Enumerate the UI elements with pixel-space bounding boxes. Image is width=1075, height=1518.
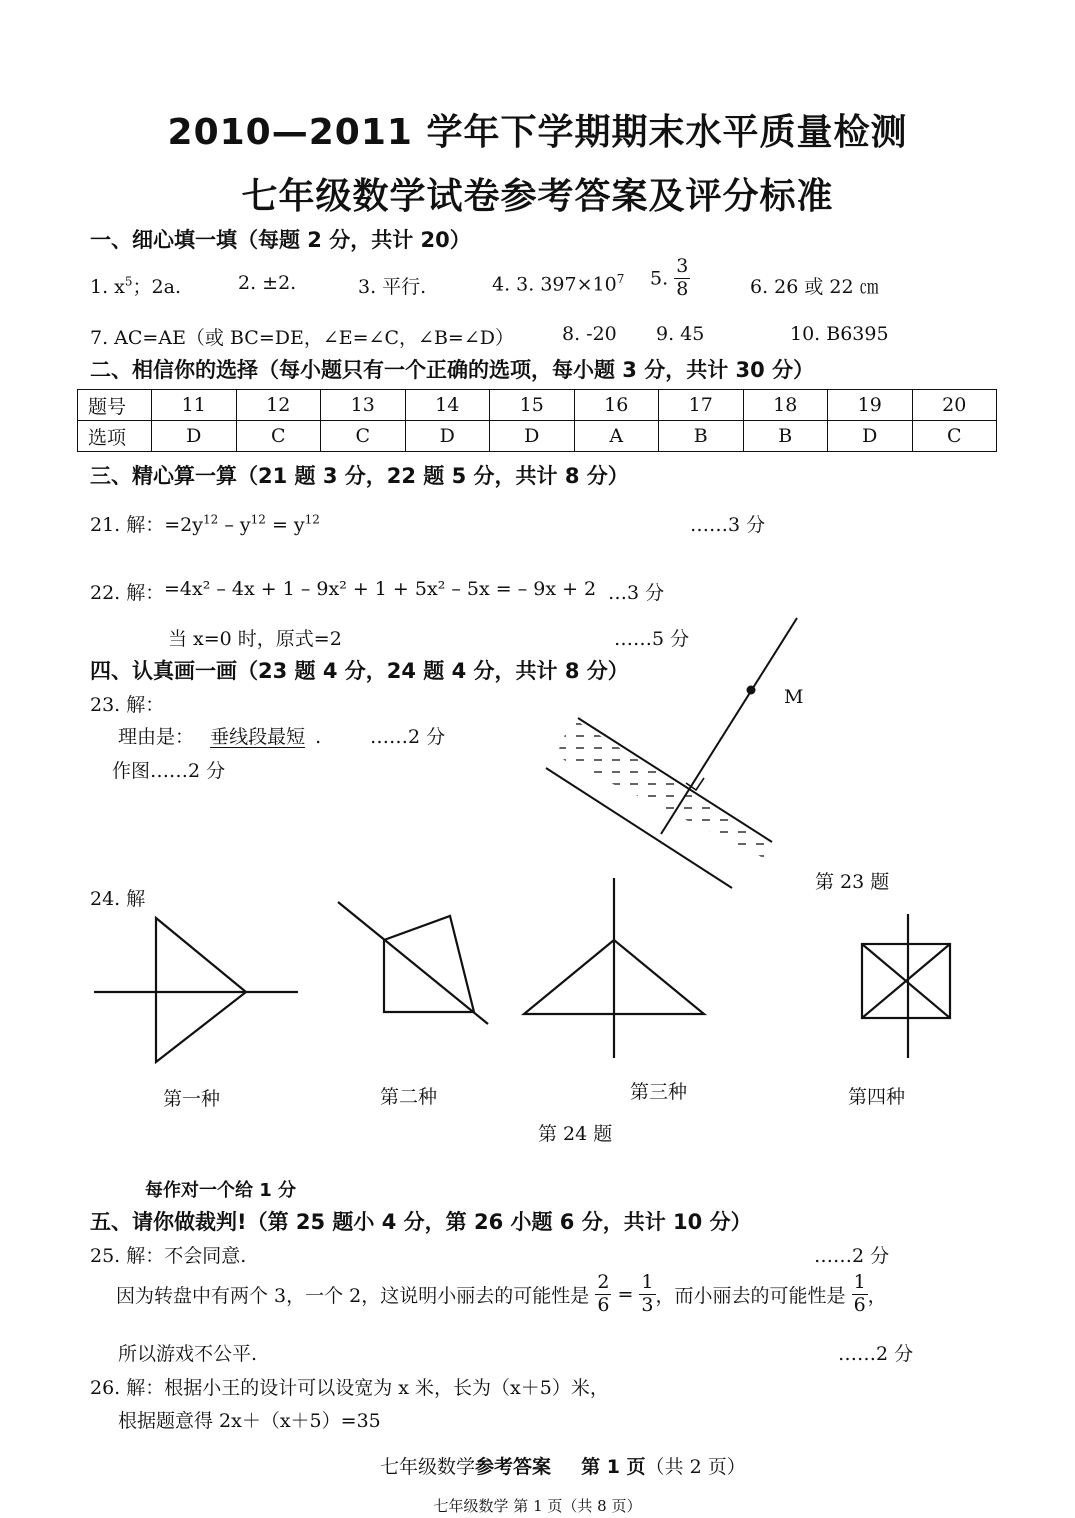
table-cell: 15 xyxy=(490,390,575,421)
table-cell: A xyxy=(574,421,659,452)
table-cell: 20 xyxy=(912,390,997,421)
figure-24-second xyxy=(338,902,488,1024)
row-label-number: 题号 xyxy=(78,390,152,421)
fraction-2-6: $\frac{2}{6}$ xyxy=(597,1271,610,1316)
figure-24-fourth xyxy=(862,914,950,1058)
table-cell: 13 xyxy=(321,390,406,421)
table-row-numbers xyxy=(78,390,997,421)
q23-reason-answer: 垂线段最短 xyxy=(210,726,306,748)
figure-24-label-2: 第二种 xyxy=(380,1086,438,1108)
section4-heading: 四、认真画一画（23 题 4 分，24 题 4 分，共计 8 分） xyxy=(90,659,629,683)
q25-score-1: ……2 分 xyxy=(814,1245,890,1267)
river-hatching xyxy=(556,718,772,862)
table-cell: 14 xyxy=(405,390,490,421)
answer-6: 6. 26 或 22 ㎝ xyxy=(750,276,879,298)
answer-9: 9. 45 xyxy=(656,323,705,345)
table-row-answers xyxy=(78,421,997,452)
table-cell: C xyxy=(236,421,321,452)
q26-line1: 26. 解：根据小王的设计可以设宽为 x 米，长为（x＋5）米， xyxy=(90,1377,609,1399)
answer-4: 4. 3. $397\times 10^7$ xyxy=(492,272,625,296)
figure-23-caption: 第 23 题 xyxy=(815,871,890,893)
table-cell: 18 xyxy=(743,390,828,421)
figure-24-label-4: 第四种 xyxy=(848,1086,906,1108)
q21-solution: 21. 解：$=2y^{12} - y^{12} = y^{12}$ xyxy=(90,512,320,536)
q24-scoring-note: 每作对一个给 1 分 xyxy=(145,1180,297,1201)
section2-heading: 二、相信你的选择（每小题只有一个正确的选项，每小题 3 分，共计 30 分） xyxy=(90,358,815,382)
answer-7: 7. AC=AE（或 BC=DE，∠E=∠C，∠B=∠D） xyxy=(90,327,514,349)
figure-24-third xyxy=(524,878,704,1058)
table-cell: D xyxy=(828,421,913,452)
row-label-answer: 选项 xyxy=(78,421,152,452)
table-cell: 11 xyxy=(152,390,237,421)
q25-score-2: ……2 分 xyxy=(838,1343,914,1365)
q25-line1: 25. 解：不会同意. xyxy=(90,1245,247,1267)
page-subtitle: 七年级数学试卷参考答案及评分标准 xyxy=(241,176,834,217)
answer-2: 2. ±2. xyxy=(238,272,297,294)
q25-line3: 所以游戏不公平. xyxy=(118,1343,258,1365)
answer-8: 8. -20 xyxy=(562,323,617,345)
q26-line2: 根据题意得 2x＋（x＋5）=35 xyxy=(118,1410,381,1432)
figure-24-label-1: 第一种 xyxy=(163,1088,221,1110)
page-title: 2010—2011 学年下学期期末水平质量检测 xyxy=(167,112,908,153)
footer-page-info: 七年级数学参考答案 第 1 页（共 2 页） xyxy=(380,1456,746,1478)
point-m xyxy=(747,686,756,695)
table-cell: 19 xyxy=(828,390,913,421)
q22-line2: 当 x=0 时，原式=2 xyxy=(168,628,342,650)
section3-heading: 三、精心算一算（21 题 3 分，22 题 5 分，共计 8 分） xyxy=(90,464,629,488)
section5-heading: 五、请你做裁判!（第 25 题小 4 分，第 26 小题 6 分，共计 10 分） xyxy=(90,1210,752,1234)
table-cell: 12 xyxy=(236,390,321,421)
q23-score-1: ……2 分 xyxy=(370,726,446,748)
q22-score-2: ……5 分 xyxy=(614,628,690,650)
table-cell: D xyxy=(405,421,490,452)
figure-24 xyxy=(90,870,970,1070)
table-cell: 17 xyxy=(659,390,744,421)
perpendicular-line xyxy=(661,618,797,834)
fraction-1-3: $\frac{1}{3}$ xyxy=(641,1271,654,1316)
point-m-label: M xyxy=(784,686,804,708)
q24-label: 24. 解 xyxy=(90,888,146,910)
figure-24-label-3: 第三种 xyxy=(630,1081,688,1103)
q23-draw-score: 作图……2 分 xyxy=(112,760,226,782)
q25-line2: 因为转盘中有两个 3，一个 2，这说明小丽去的可能性是 $\frac{2}{6}$ = $\frac{1}{3}$ ，而小丽去的可能性是 $\frac{1}{6}$ ， xyxy=(116,1271,887,1316)
figure-24-caption: 第 24 题 xyxy=(538,1123,613,1145)
footer-small: 七年级数学 第 1 页（共 8 页） xyxy=(433,1497,642,1515)
table-cell: D xyxy=(490,421,575,452)
table-cell: B xyxy=(743,421,828,452)
answer-5: 5. $\frac{3}{8}$ xyxy=(650,255,689,300)
answer-table xyxy=(77,389,997,452)
q23-label: 23. 解： xyxy=(90,694,165,716)
table-cell: D xyxy=(152,421,237,452)
answer-10: 10. B6395 xyxy=(790,323,889,345)
q23-reason: 理由是： 垂线段最短 . xyxy=(118,726,322,748)
figure-23 xyxy=(520,610,840,900)
table-cell: C xyxy=(321,421,406,452)
answer-1: 1. $x^5$；2a. xyxy=(90,274,181,298)
q22-label: 22. 解： xyxy=(90,582,165,604)
section1-heading: 一、细心填一填（每题 2 分，共计 20） xyxy=(90,228,471,252)
q22-expression: =4x² – 4x + 1 – 9x² + 1 + 5x² – 5x = – 9x + 2 xyxy=(164,578,597,600)
fraction-1-6: $\frac{1}{6}$ xyxy=(853,1271,866,1316)
answer-3: 3. 平行. xyxy=(358,276,427,298)
table-cell: C xyxy=(912,421,997,452)
q22-score-1: …3 分 xyxy=(608,582,665,604)
table-cell: 16 xyxy=(574,390,659,421)
table-cell: B xyxy=(659,421,744,452)
q21-score: ……3 分 xyxy=(690,514,766,536)
figure-24-first xyxy=(94,918,298,1062)
